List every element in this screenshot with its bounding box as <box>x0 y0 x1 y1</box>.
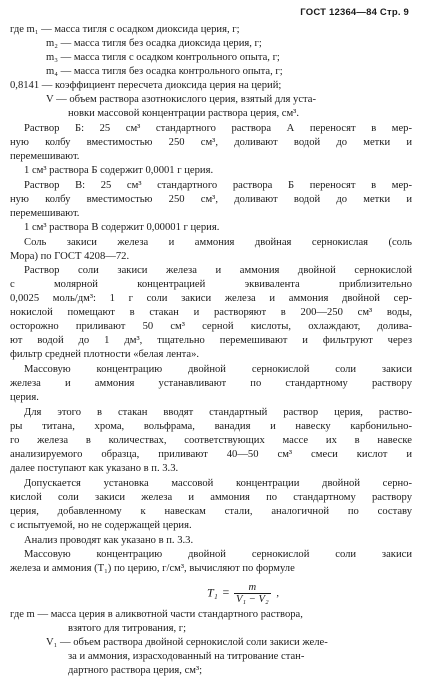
text-line: взятого для титрования, г; <box>68 623 187 634</box>
text-line: Для этого в стакан вводят стандартный раствор церия, раство- <box>24 407 412 418</box>
text-line: Раствор соли закиси железа и аммония двойной сернокислой <box>24 265 412 276</box>
formula-equals: = <box>222 585 230 600</box>
text-line: го железа в количествах, соответствующих массе их в навеске <box>10 435 412 446</box>
text-line: 0,8141 — коэффициент пересчета диоксида церия на церий; <box>10 80 282 91</box>
text-line: Допускается установка массовой концентрации двойной серно- <box>24 478 412 489</box>
text-line: Мора) по ГОСТ 4208—72. <box>10 251 130 262</box>
text-line: осторожно приливают 50 см³ серной кислоты, охлаждают, долива- <box>10 321 412 332</box>
text-line: с испытуемой, но не содержащей церия. <box>10 520 192 531</box>
text-line: дартного раствора церия, см³; <box>68 665 203 676</box>
text-line: 1 см³ раствора Б содержит 0,0001 г церия. <box>24 165 214 176</box>
text-line: ную колбу вместимостью 250 см³, доливают водой до метки и <box>10 137 412 148</box>
formula-t1 <box>207 582 279 606</box>
text-line: перемешивают. <box>10 208 80 219</box>
page-header: ГОСТ 12364—84 Стр. 9 <box>300 7 409 18</box>
text-line: где m₁ — масса тигля с осадком диоксида церия, г; <box>10 24 240 35</box>
text-line: новки массовой концентрации раствора церия, см³. <box>68 108 299 119</box>
text-line: далее поступают как указано в п. 3.3. <box>10 463 179 474</box>
text-line: m₂ — масса тигля без осадка диоксида церия, г; <box>46 38 262 49</box>
text-line: 1 см³ раствора В содержит 0,00001 г церия. <box>24 222 220 233</box>
text-line: фильтр средней плотности «белая лента». <box>10 349 200 360</box>
text-line: ют водой до 1 дм³, тщательно перемешивают и фильтруют через <box>10 335 412 346</box>
text-line: где m — масса церия в аликвотной части стандартного раствора, <box>10 609 303 620</box>
formula-trail: , <box>276 588 280 600</box>
text-line: кислой соли закиси железа и аммония по стандартному раствору <box>10 492 412 503</box>
text-line: ры титана, хрома, вольфрама, ванадия и навеску карбонильно- <box>10 421 412 432</box>
text-line: Соль закиси железа и аммония двойная сернокислая (соль <box>24 237 412 248</box>
text-line: с молярной концентрацией эквивалента приблизительно <box>10 279 412 290</box>
text-line: V₁ — объем раствора двойной сернокислой соли закиси желе- <box>46 637 328 648</box>
text-line: перемешивают. <box>10 151 80 162</box>
text-line: Массовую концентрацию двойной сернокислой соли закиси <box>24 364 412 375</box>
text-line: Раствор В: 25 см³ стандартного раствора Б переносят в мер- <box>24 180 412 191</box>
formula-denominator: V₁ − V₂ <box>235 594 269 605</box>
text-line: 0,0025 моль/дм³: 1 г соли закиси железа и аммония двойной сер- <box>10 293 412 304</box>
text-line: Анализ проводят как указано в п. 3.3. <box>24 535 194 546</box>
formula-fraction <box>234 582 271 606</box>
text-line: ную колбу вместимостью 250 см³, доливают водой до метки и <box>10 194 412 205</box>
text-line: m₃ — масса тигля с осадком контрольного опыта, г; <box>46 52 280 63</box>
text-line: нокислой помещают в стакан и растворяют в 200—250 см³ воды, <box>10 307 412 318</box>
text-line: анализируемого образца, приливают 40—50 см³ смеси кислот и <box>10 449 412 460</box>
text-line: Раствор Б: 25 см³ стандартного раствора А переносят в мер- <box>24 123 412 134</box>
formula-lhs: T₁ <box>207 585 218 600</box>
text-line: V — объем раствора азотнокислого церия, взятый для уста- <box>46 94 317 105</box>
text-line: m₄ — масса тигля без осадка контрольного опыта, г; <box>46 66 283 77</box>
text-line: за и аммония, израсходованный на титрование стан- <box>68 651 305 662</box>
text-line: церия. <box>10 392 39 403</box>
text-line: железа и аммония устанавливают по стандартному раствору <box>10 378 412 389</box>
text-line: Массовую концентрацию двойной сернокислой соли закиси <box>24 549 412 560</box>
text-line: железа и аммония (T₁) по церию, г/см³, вычисляют по формуле <box>10 563 295 574</box>
formula-numerator: m <box>234 582 271 594</box>
text-line: церия, добавленному к навескам стали, аналогичной по составу <box>10 506 412 517</box>
